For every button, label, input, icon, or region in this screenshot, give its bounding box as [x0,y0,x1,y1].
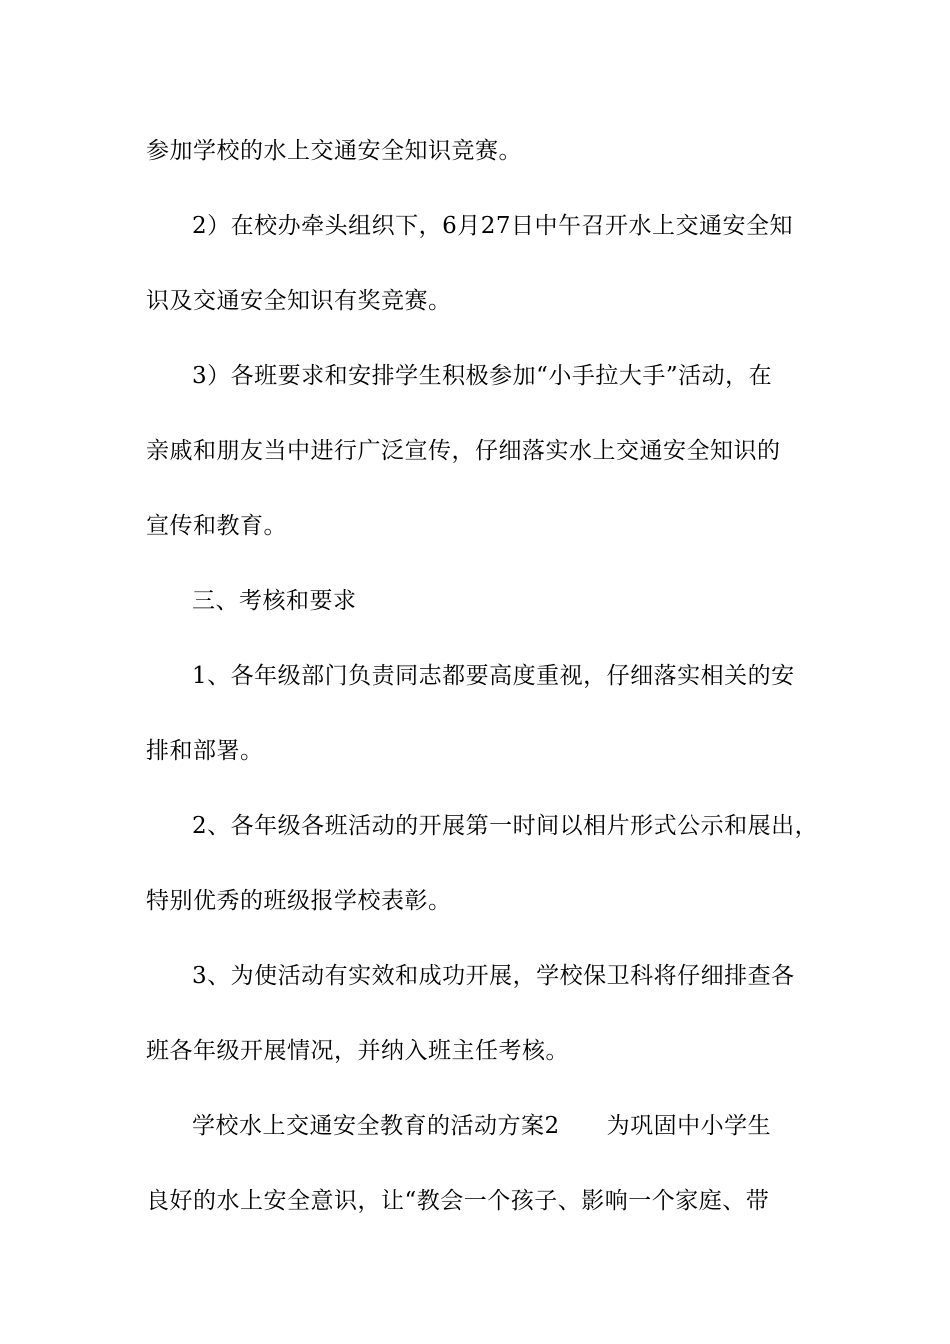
text-line-10: 2、各年级各班活动的开展第一时间以相片形式公示和展出， [192,813,819,839]
section-heading: 三、考核和要求 [192,588,357,614]
text-line-15: 良好的水上安全意识，让“教会一个孩子、影响一个家庭、带 [146,1188,770,1214]
text-line-8: 1、各年级部门负责同志都要高度重视，仔细落实相关的安 [192,663,795,689]
text-line-9: 排和部署。 [146,738,264,764]
text-line-4: 3）各班要求和安排学生积极参加“小手拉大手”活动，在 [192,363,773,389]
text-line-12: 3、为使活动有实效和成功开展，学校保卫科将仔细排查各 [192,963,795,989]
text-line-5: 亲戚和朋友当中进行广泛宣传，仔细落实水上交通安全知识的 [146,438,781,464]
text-line-2: 2）在校办牵头组织下，6月27日中午召开水上交通安全知 [192,213,794,239]
text-line-6: 宣传和教育。 [146,513,287,539]
text-line-14: 学校水上交通安全教育的活动方案2 为巩固中小学生 [192,1113,772,1139]
text-line-13: 班各年级开展情况，并纳入班主任考核。 [146,1038,569,1064]
text-line-1: 参加学校的水上交通安全知识竞赛。 [146,138,522,164]
text-line-11: 特别优秀的班级报学校表彰。 [146,888,452,914]
text-line-3: 识及交通安全知识有奖竞赛。 [146,288,452,314]
